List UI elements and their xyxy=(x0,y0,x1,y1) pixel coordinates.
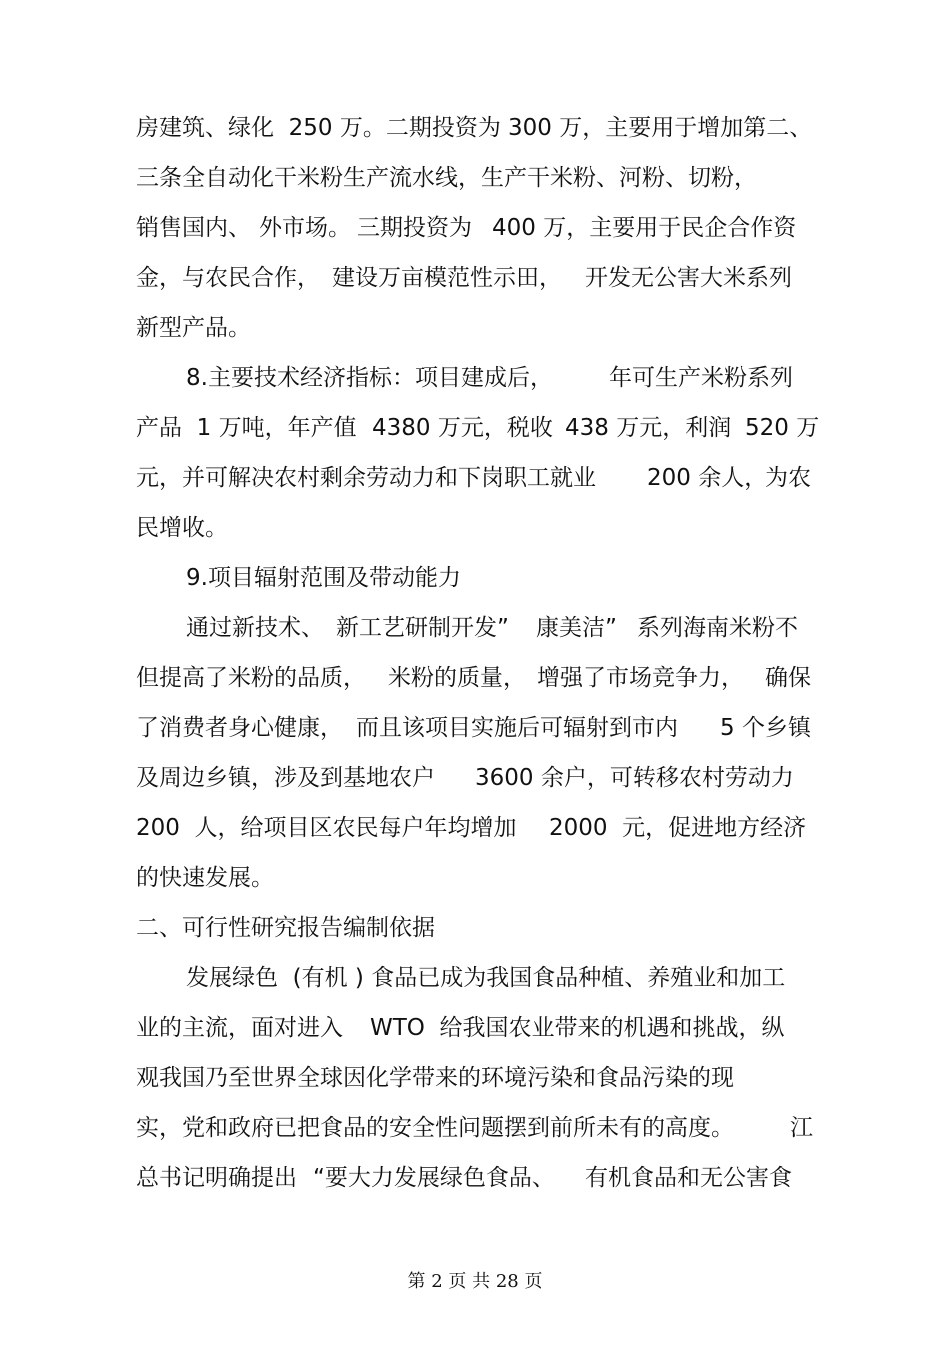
text-segment: 但提高了米粉的品质， xyxy=(136,665,366,691)
text-line xyxy=(0,962,950,994)
text-segment: 300 万，主要用于增加第二、 xyxy=(508,115,813,141)
text-segment: 而且该项目实施后可辐射到市内 xyxy=(356,715,678,741)
text-segment: 增强了市场竞争力， xyxy=(537,665,744,691)
text-segment: 200 余人， xyxy=(647,465,768,491)
text-segment: 的快速发展。 xyxy=(136,865,274,891)
text-line xyxy=(0,462,950,494)
text-segment: 新型产品。 xyxy=(136,315,251,341)
text-segment: 米粉的质量， xyxy=(388,665,526,691)
text-line xyxy=(0,762,950,794)
text-line xyxy=(0,412,950,444)
text-segment: 8.主要技术经济指标：项目建成后， xyxy=(186,365,553,391)
text-line xyxy=(0,562,950,594)
text-segment: 9.项目辐射范围及带动能力 xyxy=(186,565,461,591)
text-segment: 观我国乃至世界全球因化学带来的环境污染和食品污染的现 xyxy=(136,1065,734,1091)
text-segment: 系列海南米粉不 xyxy=(637,615,798,641)
text-segment: 438 万元，利润 xyxy=(565,415,732,441)
text-segment: 销售国内、 xyxy=(136,215,251,241)
text-segment: 开发无公害大米系列 xyxy=(585,265,792,291)
text-segment: 4380 万元，税收 xyxy=(372,415,553,441)
text-segment: 元，并可解决农村剩余劳动力和下岗职工就业 xyxy=(136,465,596,491)
text-line xyxy=(0,662,950,694)
text-line xyxy=(0,1012,950,1044)
text-segment: “要大力发展绿色食品、 xyxy=(313,1165,555,1191)
text-segment: 有机食品和无公害食 xyxy=(585,1165,792,1191)
text-line xyxy=(0,862,950,894)
text-line xyxy=(0,362,950,394)
text-segment: 2000 元，促进地方经济 xyxy=(549,815,807,841)
text-segment: 二、可行性研究报告编制依据 xyxy=(136,915,435,941)
text-segment: 520 万 xyxy=(745,415,820,441)
text-line xyxy=(0,612,950,644)
text-segment: 及周边乡镇，涉及到基地农户 xyxy=(136,765,435,791)
text-segment: 5 个乡镇 xyxy=(720,715,811,741)
text-segment: 金，与农民合作， xyxy=(136,265,320,291)
text-segment: 通过新技术、 xyxy=(186,615,324,641)
text-segment: 新工艺研制开发” xyxy=(336,615,509,641)
text-segment: 民增收。 xyxy=(136,515,228,541)
text-segment: 3600 余户，可转移农村劳动力 xyxy=(475,765,794,791)
text-segment: 外市场。 xyxy=(259,215,351,241)
text-segment: 确保 xyxy=(765,665,811,691)
text-line xyxy=(0,512,950,544)
text-segment: 实，党和政府已把食品的安全性问题摆到前所未有的高度。 xyxy=(136,1115,734,1141)
text-segment: 为农 xyxy=(765,465,811,491)
text-line xyxy=(0,212,950,244)
text-line xyxy=(0,812,950,844)
text-segment: 发展绿色 (有机 ) 食品已成为我国食品种植、养殖业和加工 xyxy=(186,965,786,991)
text-segment: 400 万，主要用于民企合作资 xyxy=(492,215,797,241)
text-line xyxy=(0,162,950,194)
text-line xyxy=(0,712,950,744)
text-segment: 康美洁” xyxy=(536,615,617,641)
text-segment: 产品 1 万吨，年产值 xyxy=(136,415,357,441)
text-segment: 200 人，给项目区农民每户年均增加 xyxy=(136,815,517,841)
text-segment: WTO 给我国农业带来的机遇和挑战，纵 xyxy=(370,1015,785,1041)
text-segment: 总书记明确提出 xyxy=(136,1165,297,1191)
page-number-footer: 第 2 页 共 28 页 xyxy=(407,1271,543,1292)
text-segment: 建设万亩模范性示田， xyxy=(332,265,562,291)
text-line xyxy=(0,912,950,944)
text-line xyxy=(0,1062,950,1094)
text-segment: 了消费者身心健康， xyxy=(136,715,343,741)
text-segment: 业的主流，面对进入 xyxy=(136,1015,343,1041)
text-line xyxy=(0,262,950,294)
text-line xyxy=(0,1112,950,1144)
text-segment: 三期投资为 xyxy=(357,215,472,241)
text-segment: 江 xyxy=(790,1115,813,1141)
text-line xyxy=(0,1162,950,1194)
text-segment: 年可生产米粉系列 xyxy=(609,365,793,391)
text-segment: 三条全自动化干米粉生产流水线，生产干米粉、河粉、切粉， xyxy=(136,165,757,191)
text-segment: 房建筑、绿化 250 万。二期投资为 xyxy=(136,115,501,141)
text-line xyxy=(0,312,950,344)
text-line xyxy=(0,112,950,144)
